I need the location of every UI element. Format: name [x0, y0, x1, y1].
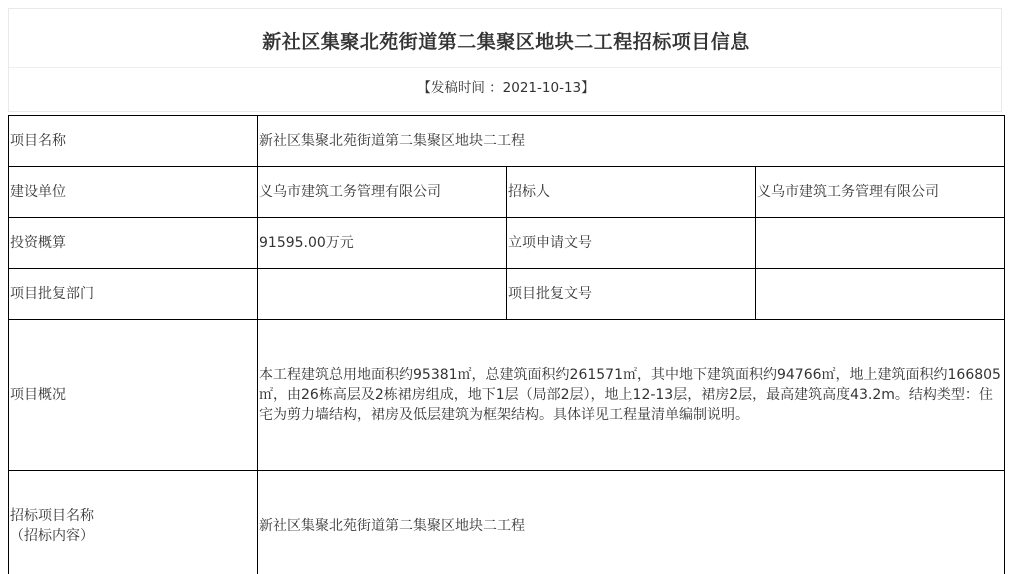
- page-title: 新社区集聚北苑街道第二集聚区地块二工程招标项目信息: [262, 31, 750, 53]
- approval-dept-value: [258, 269, 507, 320]
- title-divider: [9, 67, 1001, 68]
- approval-reply-no-label: 项目批复文号: [507, 269, 756, 320]
- table-row: [9, 471, 1005, 574]
- bid-project-value: 新社区集聚北苑街道第二集聚区地块二工程: [258, 471, 1005, 574]
- table-row: [9, 167, 1005, 218]
- table-row: [9, 116, 1005, 167]
- bid-project-label-line2: （招标内容）: [10, 528, 94, 544]
- builder-label: 建设单位: [9, 167, 258, 218]
- header-box: [8, 8, 1002, 112]
- bid-project-label: [9, 471, 258, 574]
- builder-value: 义乌市建筑工务管理有限公司: [258, 167, 507, 218]
- overview-value: 本工程建筑总用地面积约95381㎡，总建筑面积约261571㎡，其中地下建筑面积约94766㎡，地上建筑面积约166805㎡，由26栋高层及2栋裙房组成，地下1层（局部2层），地上12-13层，裙房2层，最高建筑高度43.2m。结构类型：住宅为剪力墙结构，裙房及低层建筑为框架结构。具体详见工程量清单编制说明。: [258, 320, 1005, 471]
- table-row: [9, 269, 1005, 320]
- tenderer-label: 招标人: [507, 167, 756, 218]
- approval-reply-no-value: [756, 269, 1005, 320]
- project-name-value: 新社区集聚北苑街道第二集聚区地块二工程: [258, 116, 1005, 167]
- approval-doc-no-label: 立项申请文号: [507, 218, 756, 269]
- publish-time: 【发稿时间 ：2021-10-13】: [417, 80, 595, 96]
- investment-value: 91595.00万元: [258, 218, 507, 269]
- investment-label: 投资概算: [9, 218, 258, 269]
- approval-doc-no-value: [756, 218, 1005, 269]
- table-row: [9, 320, 1005, 471]
- tenderer-value: 义乌市建筑工务管理有限公司: [756, 167, 1005, 218]
- project-info-table: [8, 115, 1005, 574]
- project-name-label: 项目名称: [9, 116, 258, 167]
- approval-dept-label: 项目批复部门: [9, 269, 258, 320]
- overview-label: 项目概况: [9, 320, 258, 471]
- bid-project-label-line1: 招标项目名称: [10, 508, 94, 524]
- table-row: [9, 218, 1005, 269]
